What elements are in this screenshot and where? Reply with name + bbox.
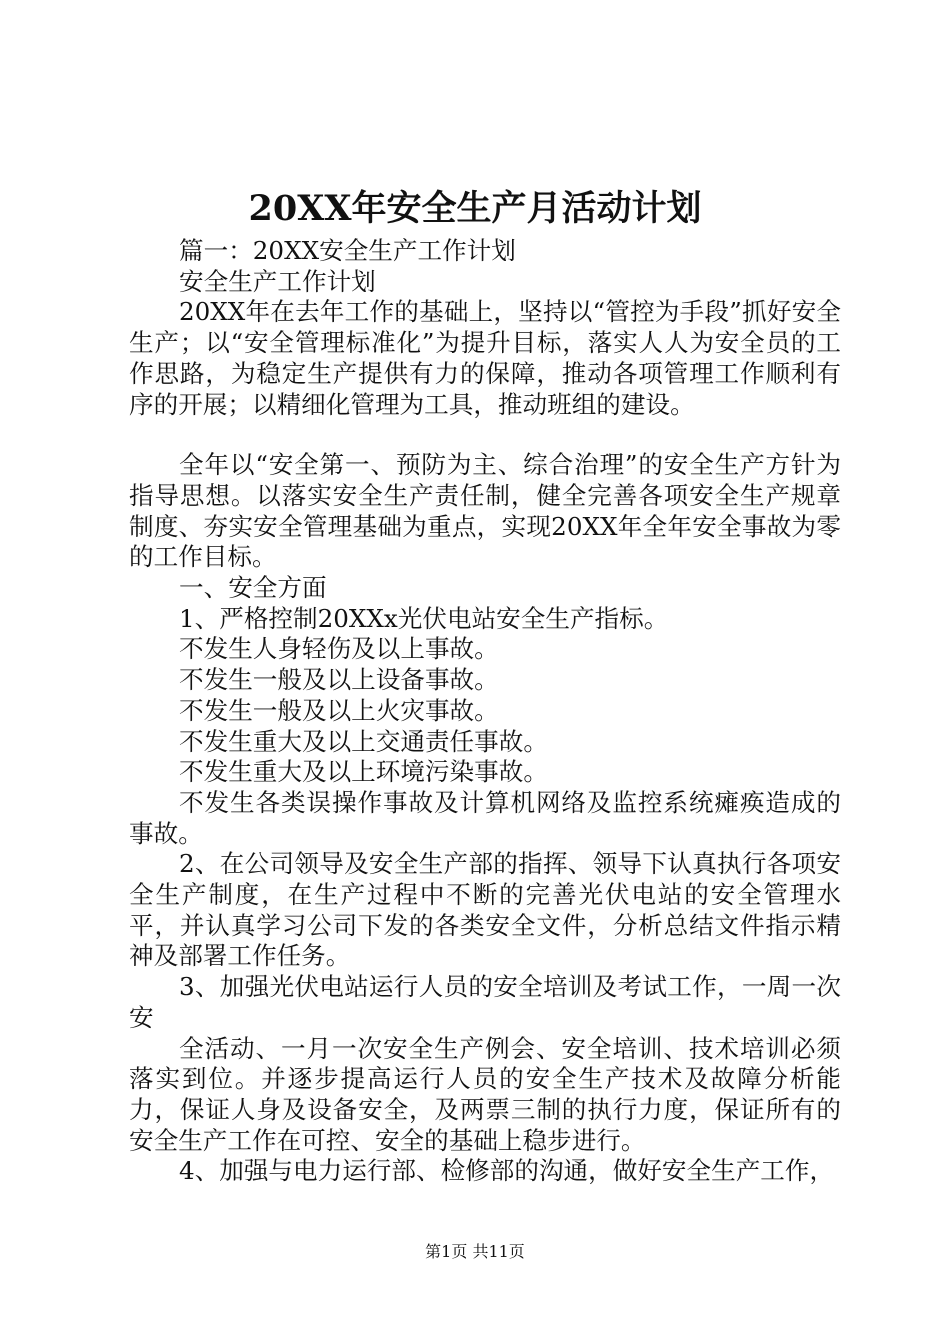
target-item: 不发生人身轻伤及以上事故。	[179, 634, 499, 664]
list-item-1: 1、严格控制20XXx光伏电站安全生产指标。	[179, 603, 669, 633]
paragraph-subtitle: 安全生产工作计划	[179, 266, 376, 296]
paragraph-article-heading: 篇一：20XX安全生产工作计划	[179, 236, 516, 265]
list-item-3-continued: 全活动、一月一次安全生产例会、安全培训、技术培训必须落实到位。并逐步提高运行人员的安全生产技术及故障分析能力，保证人身及设备安全，及两票三制的执行力度，保证所有的安全生产工作在可控、安全的基础上稳步进行。	[129, 1033, 841, 1155]
paragraph-gap	[129, 420, 841, 450]
target-item: 不发生重大及以上交通责任事故。	[179, 726, 548, 756]
page-number-footer: 第1页 共11页	[425, 1242, 525, 1261]
paragraph-intro: 20XX年在去年工作的基础上，坚持以“管控为手段”抓好安全生产；以“安全管理标准化”为提升目标，落实人人为安全员的工作思路，为稳定生产提供有力的保障，推动各项管理工作顺利有序的开展；以精细化管理为工具，推动班组的建设。	[129, 297, 841, 419]
section-heading-safety: 一、安全方面	[179, 573, 327, 603]
target-item: 不发生重大及以上环境污染事故。	[179, 757, 548, 787]
list-item-2: 2、在公司领导及安全生产部的指挥、领导下认真执行各项安全生产制度，在生产过程中不断的完善光伏电站的安全管理水平，并认真学习公司下发的各类安全文件，分析总结文件指示精神及部署工作任务。	[129, 849, 841, 971]
list-item-4: 4、加强与电力运行部、检修部的沟通，做好安全生产工作，	[179, 1156, 835, 1186]
document-body	[129, 236, 841, 1187]
list-item-3: 3、加强光伏电站运行人员的安全培训及考试工作，一周一次安	[129, 972, 841, 1032]
target-item: 不发生各类误操作事故及计算机网络及监控系统瘫痪造成的事故。	[129, 787, 841, 848]
paragraph-guideline: 全年以“安全第一、预防为主、综合治理”的安全生产方针为指导思想。以落实安全生产责任制，健全完善各项安全生产规章制度、夯实安全管理基础为重点，实现20XX年全年安全事故为零的工作目标。	[129, 450, 841, 572]
target-item: 不发生一般及以上火灾事故。	[179, 695, 499, 725]
document-title: 20XX年安全生产月活动计划	[248, 188, 702, 229]
target-item: 不发生一般及以上设备事故。	[179, 665, 499, 695]
